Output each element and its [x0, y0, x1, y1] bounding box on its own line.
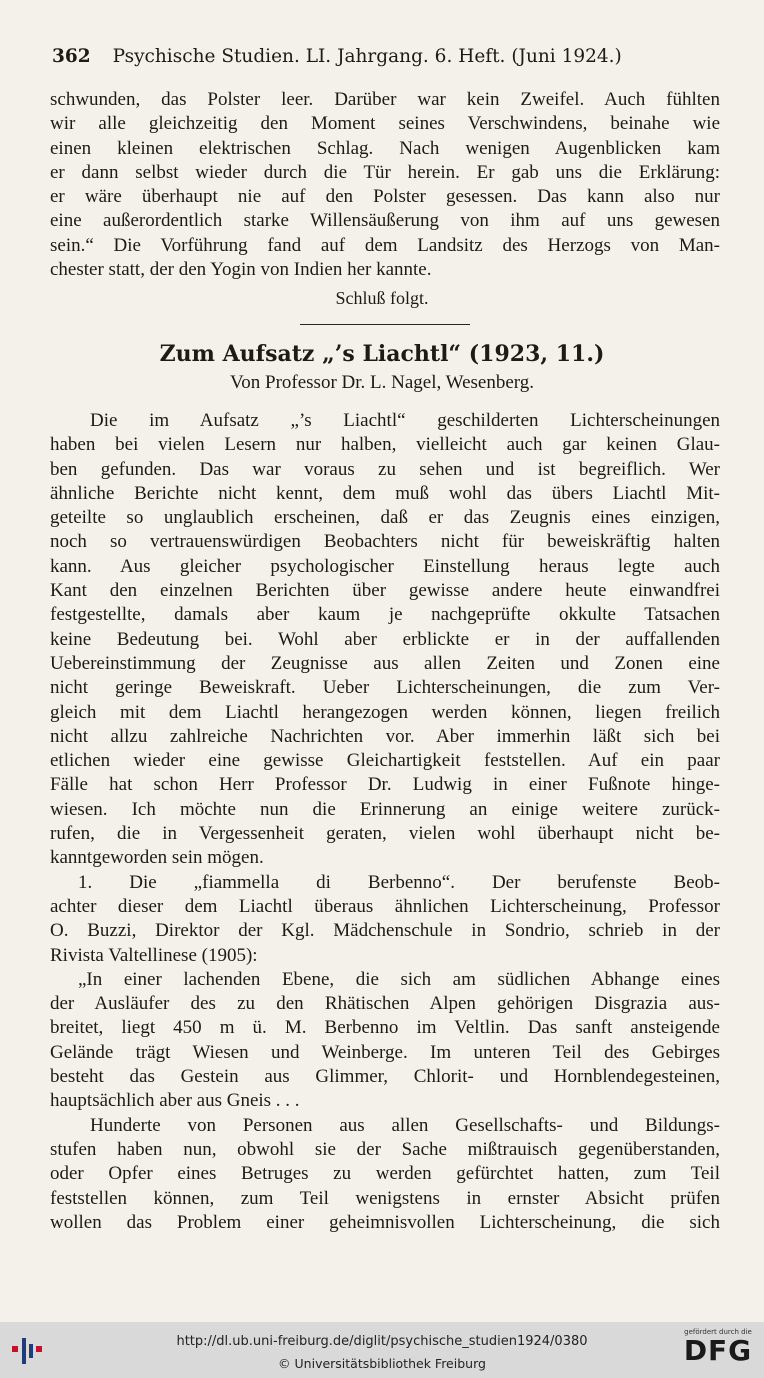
text-line: schwunden, das Polster leer. Darüber war kein Zweifel. Auch fühlten [50, 89, 720, 110]
text-line: Die im Aufsatz „’s Liachtl“ geschilderten Lichterscheinungen [90, 410, 720, 431]
running-title: Psychische Studien. LI. Jahrgang. 6. Heft. (Juni 1924.) [112, 46, 622, 67]
text-line: O. Buzzi, Direktor der Kgl. Mädchenschule in Sondrio, schrieb in der [50, 920, 720, 942]
text-line: hauptsächlich aber aus Gneis . . . [50, 1090, 300, 1112]
permalink[interactable]: http://dl.ub.uni-freiburg.de/diglit/psychische_studien1924/0380 [176, 1334, 588, 1349]
text-line: stufen haben nun, obwohl sie der Sache mißtrauisch gegenüberstanden, [50, 1138, 720, 1160]
section-divider [300, 324, 470, 325]
text-line: gleich mit dem Liachtl herangezogen werden können, liegen freilich [50, 701, 720, 723]
text-line: chester statt, der den Yogin von Indien her kannte. [50, 259, 432, 281]
intro-paragraph [50, 88, 720, 282]
text-line: achter dieser dem Liachtl überaus ähnlichen Lichterscheinung, Professor [50, 895, 720, 917]
text-line: etlichen wieder eine gewisse Gleichartigkeit feststellen. Auf ein paar [50, 750, 720, 772]
viewer-footer [0, 1322, 764, 1378]
text-line: rufen, die in Vergessenheit geraten, vielen wohl überhaupt nicht be- [50, 823, 720, 845]
article-title: Zum Aufsatz „’s Liachtl“ (1923, 11.) [159, 341, 605, 367]
text-line: oder Opfer eines Betruges zu werden gefürchtet hatten, zum Teil [50, 1163, 720, 1185]
text-line: einen kleinen elektrischen Schlag. Nach wenigen Augenblicken kam [50, 137, 720, 159]
text-line: nicht geringe Beweiskraft. Ueber Lichterscheinungen, die zum Ver- [50, 677, 720, 699]
text-line: nicht allzu zahlreiche Nachrichten vor. Aber immerhin läßt sich bei [50, 725, 720, 747]
dfg-logo [682, 1328, 754, 1374]
running-header [52, 46, 718, 67]
text-line: der Ausläufer des zu den Rhätischen Alpen gehörigen Disgrazia aus- [50, 993, 720, 1015]
page-number: 362 [52, 46, 91, 67]
text-line: keine Bedeutung bei. Wohl aber erblickte er in der auffallenden [50, 628, 720, 650]
text-line: Gelände trägt Wiesen und Weinberge. Im unteren Teil des Gebirges [50, 1041, 720, 1063]
text-line: Rivista Valtellinese (1905): [50, 944, 258, 966]
text-line: breitet, liegt 450 m ü. M. Berbenno im Veltlin. Das sanft ansteigende [50, 1017, 720, 1039]
text-line: geteilte so unglaublich erscheinen, daß er das Zeugnis eines einzigen, [50, 507, 720, 529]
text-line: haben bei vielen Lesern nur halben, vielleicht auch gar keinen Glau- [50, 434, 720, 456]
text-line: noch so vertrauenswürdigen Beobachters nicht für beweiskräftig halten [50, 531, 720, 553]
text-line: Uebereinstimmung der Zeugnisse aus allen Zeiten und Zonen eine [50, 652, 720, 674]
dfg-logo-text: DFG [683, 1334, 753, 1367]
text-line: er dann selbst wieder durch die Tür herein. Er gab uns die Erklärung: [50, 161, 720, 183]
text-line: Hunderte von Personen aus allen Gesellschafts- und Bildungs- [90, 1114, 720, 1136]
text-line: festgestellte, damals aber kaum je nachgeprüfte okkulte Tatsachen [50, 604, 720, 626]
article-body [50, 409, 720, 1235]
text-line: wiesen. Ich möchte nun die Erinnerung an einige weitere zurück- [50, 798, 720, 820]
text-line: ben gefunden. Das war voraus zu sehen und ist begreiflich. Wer [50, 458, 720, 480]
text-line: besteht das Gestein aus Glimmer, Chlorit- und Hornblendegesteinen, [50, 1066, 720, 1088]
text-line: ähnliche Berichte nicht kennt, dem muß wohl das übers Liachtl Mit- [50, 482, 720, 504]
text-line: er wäre überhaupt nie auf den Polster gesessen. Das kann also nur [50, 186, 720, 208]
copyright-notice: © Universitätsbibliothek Freiburg [278, 1356, 486, 1371]
text-line: 1. Die „fiammella di Berbenno“. Der berufenste Beob- [78, 871, 720, 893]
text-line: „In einer lachenden Ebene, die sich am südlichen Abhange eines [78, 968, 720, 990]
text-line: sein.“ Die Vorführung fand auf dem Landsitz des Herzogs von Man- [50, 234, 720, 256]
text-line: eine außerordentlich starke Willensäußerung von ihm auf uns gewesen [50, 210, 720, 232]
dfg-caption: gefördert durch die [684, 1328, 752, 1336]
text-line: feststellen können, zum Teil wenigstens in ernster Absicht prüfen [50, 1187, 720, 1209]
text-line: wollen das Problem einer geheimnisvollen Lichterscheinung, die sich [50, 1211, 720, 1233]
text-line: Kant den einzelnen Berichten über gewisse andere heute einwandfrei [50, 580, 720, 602]
text-line: wir alle gleichzeitig den Moment seines Verschwindens, beinahe wie [50, 113, 720, 135]
closing-note: Schluß folgt. [335, 288, 429, 308]
text-line: kann. Aus gleicher psychologischer Einstellung heraus legte auch [50, 555, 720, 577]
article-byline: Von Professor Dr. L. Nagel, Wesenberg. [229, 372, 534, 393]
text-line: kanntgeworden sein mögen. [50, 847, 264, 869]
text-line: Fälle hat schon Herr Professor Dr. Ludwig in einer Fußnote hinge- [50, 774, 720, 796]
